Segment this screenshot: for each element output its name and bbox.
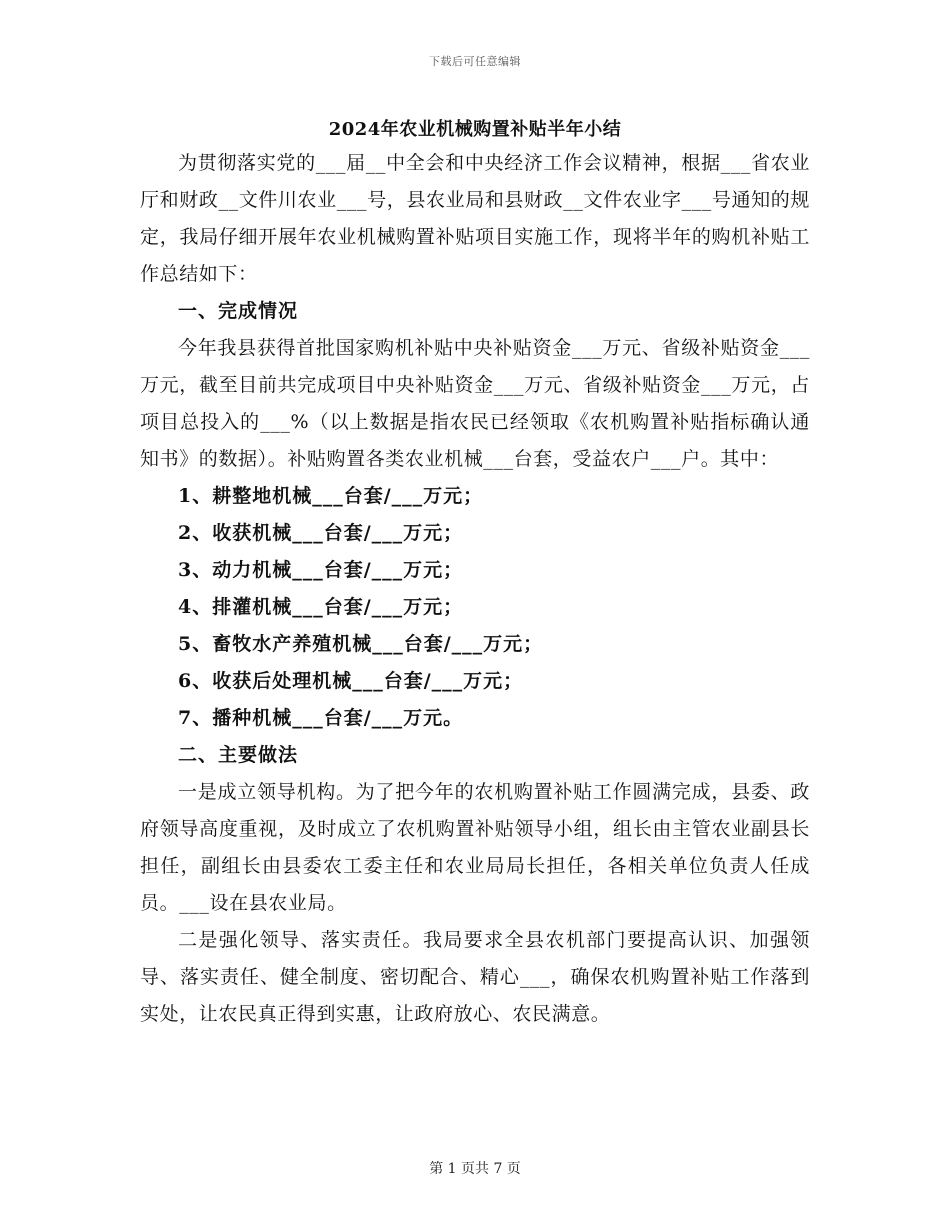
list-item-1: 1、耕整地机械___台套/___万元；: [178, 485, 484, 507]
section2-paragraph-2: 二是强化领导、落实责任。我局要求全县农机部门要提高认识、加强领导、落实责任、健全制度、密切配合、精心___，确保农机购置补贴工作落到实处，让农民真正得到实惠，让政府放心、农民满意。: [140, 929, 810, 1025]
page-number: 第 1 页共 7 页: [429, 1161, 521, 1177]
page-header-note: 下载后可任意编辑: [429, 55, 521, 68]
section2-heading: 二、主要做法: [178, 744, 299, 766]
list-item-7: 7、播种机械___台套/___万元。: [178, 707, 464, 729]
list-item-4: 4、排灌机械___台套/___万元；: [178, 596, 464, 618]
intro-paragraph: 为贯彻落实党的___届__中全会和中央经济工作会议精神，根据___省农业厅和财政__文件川农业___号，县农业局和县财政__文件农业字___号通知的规定，我局仔细开展年农业机械购置补贴项目实施工作，现将半年的购机补贴工作总结如下：: [140, 152, 810, 285]
section2-paragraph-1: 一是成立领导机构。为了把今年的农机购置补贴工作圆满完成，县委、政府领导高度重视，及时成立了农机购置补贴领导小组，组长由主管农业副县长担任，副组长由县委农工委主任和农业局局长担任，各相关单位负责人任成员。___设在县农业局。: [140, 781, 810, 914]
list-item-3: 3、动力机械___台套/___万元；: [178, 559, 464, 581]
list-item-2: 2、收获机械___台套/___万元；: [178, 522, 464, 544]
document-body: [140, 145, 810, 1033]
section1-paragraph: 今年我县获得首批国家购机补贴中央补贴资金___万元、省级补贴资金___万元，截至目前共完成项目中央补贴资金___万元、省级补贴资金___万元，占项目总投入的___%（以上数据是指农民已经领取《农机购置补贴指标确认通知书》的数据）。补贴购置各类农业机械___台套，受益农户___户。其中：: [140, 337, 810, 470]
list-item-6: 6、收获后处理机械___台套/___万元；: [178, 670, 524, 692]
document-title: 2024年农业机械购置补贴半年小结: [328, 119, 622, 140]
list-item-5: 5、畜牧水产养殖机械___台套/___万元；: [178, 633, 544, 655]
section1-heading: 一、完成情况: [178, 300, 299, 322]
